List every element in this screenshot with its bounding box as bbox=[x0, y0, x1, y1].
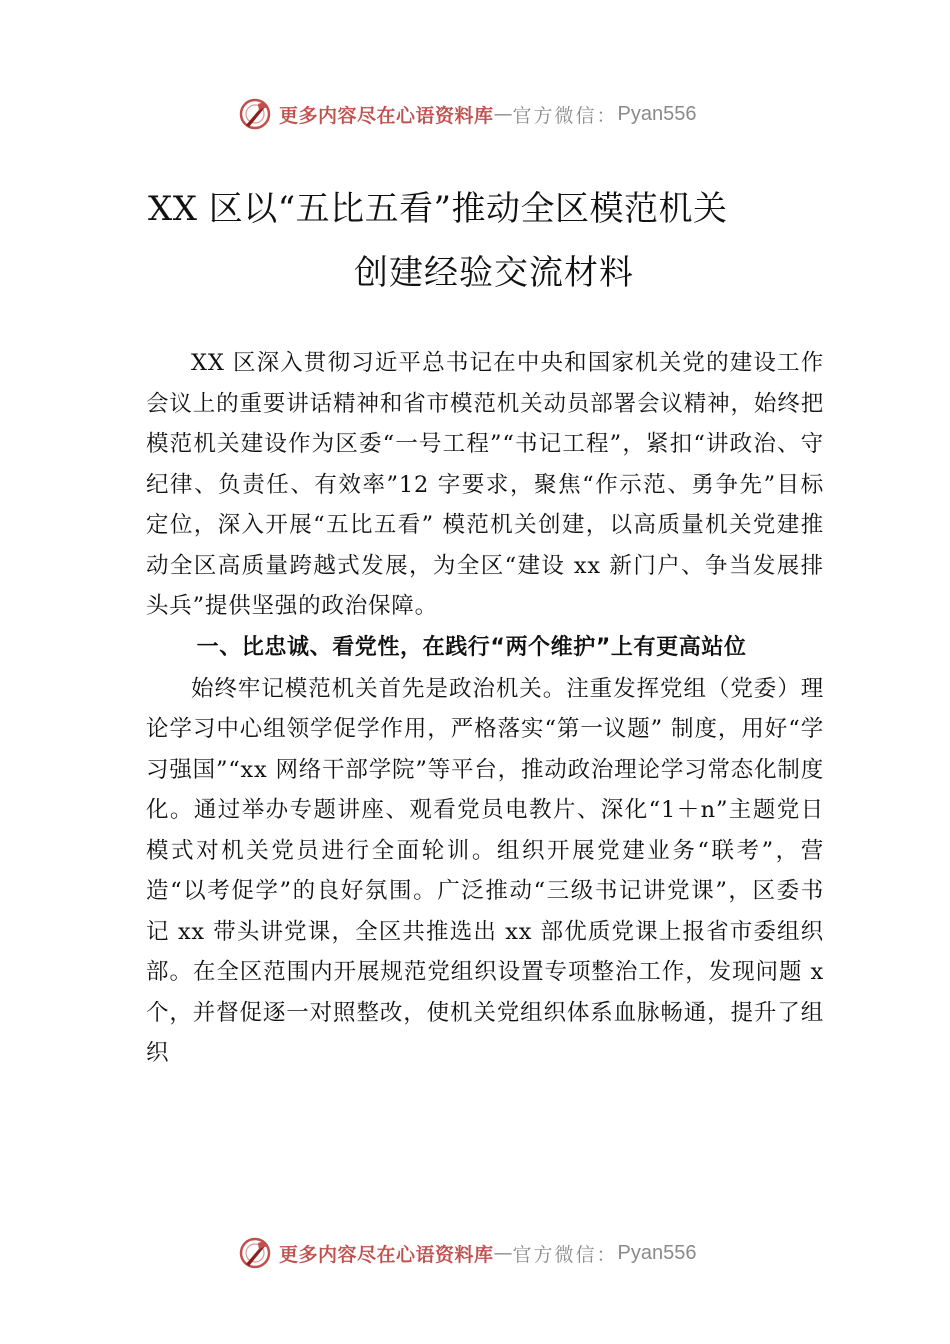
watermark-brand: 更多内容尽在心语资料库 bbox=[279, 104, 494, 127]
document-body bbox=[146, 343, 824, 1074]
intro-paragraph: XX 区深入贯彻习近平总书记在中央和国家机关党的建设工作会议上的重要讲话精神和省市模范机关动员部署会议精神，始终把模范机关建设作为区委“一号工程”“书记工程”，紧扣“讲政治、守纪律、负责任、有效率”12 字要求，聚焦“作示范、勇争先”目标定位，深入开展“五比五看” 模范机关创建，以高质量机关党建推动全区高质量跨越式发展，为全区“建设 xx 新门户、争当发展排头兵”提供坚强的政治保障。 bbox=[146, 350, 824, 619]
watermark-brand: 更多内容尽在心语资料库 bbox=[279, 1243, 494, 1266]
quill-logo-icon bbox=[237, 1235, 273, 1271]
document-title-line2: 创建经验交流材料 bbox=[354, 253, 634, 293]
footer-watermark bbox=[237, 1233, 757, 1273]
section1-heading: 一、比忠诚、看党性，在践行“两个维护”上有更高站位 bbox=[196, 634, 747, 660]
watermark-handle: Pyan556 bbox=[617, 102, 697, 125]
watermark-separator: — bbox=[493, 103, 513, 125]
section1-paragraph: 始终牢记模范机关首先是政治机关。注重发挥党组（党委）理论学习中心组领学促学作用，严格落实“第一议题” 制度，用好“学习强国”“xx 网络干部学院”等平台，推动政治理论学习常态化制度化。通过举办专题讲座、观看党员电教片、深化“1＋n”主题党日模式对机关党员进行全面轮训。组织开展党建业务“联考”，营造“以考促学”的良好氛围。广泛推动“三级书记讲党课”，区委书记 xx 带头讲党课，全区共推选出 xx 部优质党课上报省市委组织部。在全区范围内开展规范党组织设置专项整治工作，发现问题 x 个，并督促逐一对照整改，使机关党组织体系血脉畅通，提升了组织 bbox=[146, 675, 824, 1066]
watermark-label: 官方微信： bbox=[512, 104, 618, 127]
watermark-label: 官方微信： bbox=[512, 1243, 618, 1266]
header-watermark bbox=[237, 94, 757, 134]
watermark-handle: Pyan556 bbox=[617, 1241, 697, 1264]
quill-logo-icon bbox=[237, 96, 273, 132]
watermark-separator: — bbox=[493, 1242, 513, 1264]
document-title-line1: XX 区以“五比五看”推动全区模范机关 bbox=[148, 189, 728, 229]
